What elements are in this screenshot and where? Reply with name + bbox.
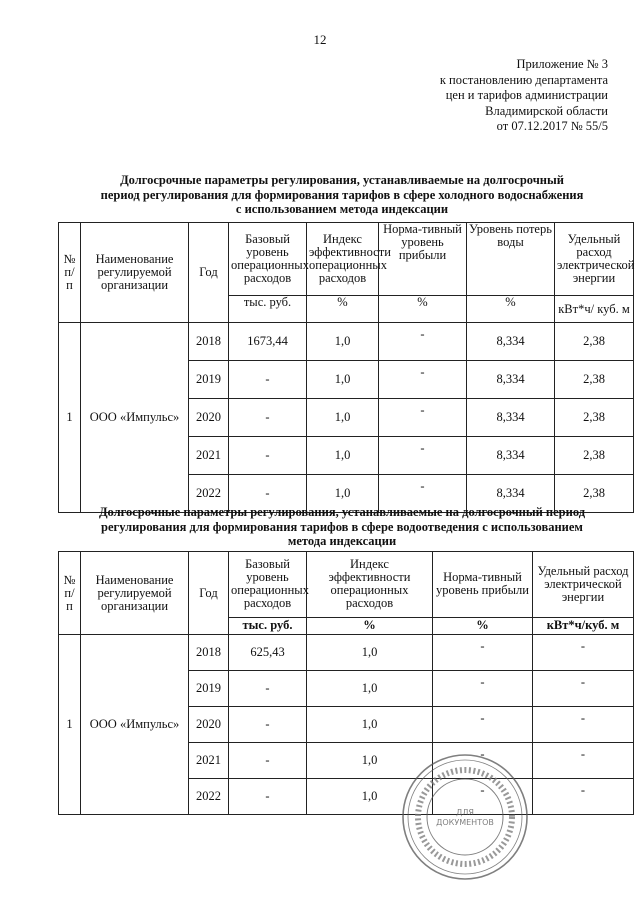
cell-base: -	[229, 671, 307, 707]
unit-index: %	[307, 296, 379, 323]
cell-index: 1,0	[307, 475, 379, 513]
cell-year: 2021	[189, 743, 229, 779]
unit-energy: кВт*ч/ куб. м	[555, 296, 634, 323]
cell-year: 2019	[189, 671, 229, 707]
title-line: регулирования для формирования тарифов в сфере водоотведения с использованием	[101, 519, 583, 534]
col-year-header: Год	[189, 552, 229, 635]
col-num-header: № п/ п	[59, 223, 81, 323]
cell-year: 2018	[189, 635, 229, 671]
cell-energy: 2,38	[555, 437, 634, 475]
cell-base: 625,43	[229, 635, 307, 671]
title-line: метода индексации	[287, 534, 397, 548]
col-profit-header: Норма-тивный уровень прибыли	[433, 552, 533, 618]
cell-loss: 8,334	[467, 475, 555, 513]
cell-year: 2019	[189, 361, 229, 399]
cell-energy: -	[533, 743, 634, 779]
seal-text-band	[418, 770, 512, 864]
cell-base: 1673,44	[229, 323, 307, 361]
unit-profit: %	[379, 296, 467, 323]
col-num-header: № п/ п	[59, 552, 81, 635]
cell-loss: 8,334	[467, 361, 555, 399]
col-index-header: Индекс эффективности операционных расходов	[307, 552, 433, 618]
title-line: Долгосрочные параметры регулирования, устанавливаемые на долгосрочный период	[98, 505, 586, 519]
unit-index: %	[307, 617, 433, 634]
cell-energy: -	[533, 707, 634, 743]
cell-profit: -	[379, 437, 467, 475]
cell-profit: -	[379, 323, 467, 361]
annex-line: Приложение № 3	[516, 57, 608, 71]
col-org-header: Наименование регулируемой организации	[81, 223, 189, 323]
cell-base: -	[229, 437, 307, 475]
header-row	[59, 552, 634, 618]
annex-line: Владимирской области	[485, 103, 608, 118]
cell-energy: 2,38	[555, 323, 634, 361]
table-row	[59, 323, 634, 361]
cell-energy: -	[533, 671, 634, 707]
col-energy-header: Удельный расход электрической энергии	[533, 552, 634, 618]
cell-profit: -	[379, 475, 467, 513]
wastewater-table	[58, 551, 634, 815]
title-line: период регулирования для формирования тарифов в сфере холодного водоснабжения	[100, 187, 584, 202]
annex-line: к постановлению департамента	[439, 72, 608, 87]
cell-profit: -	[433, 779, 533, 815]
annex-block	[440, 57, 608, 135]
seal-inner-ring	[427, 779, 503, 855]
cell-index: 1,0	[307, 707, 433, 743]
cell-index: 1,0	[307, 361, 379, 399]
cell-year: 2022	[189, 475, 229, 513]
unit-profit: %	[433, 617, 533, 634]
col-base-header: Базовый уровень операционных расходов	[229, 223, 307, 296]
cell-energy: -	[533, 635, 634, 671]
col-index-header: Индекс эффективности операционных расходов	[307, 223, 379, 296]
cell-loss: 8,334	[467, 323, 555, 361]
cell-year: 2021	[189, 437, 229, 475]
col-org-header: Наименование регулируемой организации	[81, 552, 189, 635]
col-energy-header: Удельный расход электрической энергии	[555, 223, 634, 296]
cell-loss: 8,334	[467, 437, 555, 475]
table1-title	[52, 173, 632, 217]
official-seal	[400, 752, 530, 882]
annex-line: цен и тарифов администрации	[445, 88, 608, 102]
seal-center-line-2: ДОКУМЕНТОВ	[436, 818, 494, 827]
cell-year: 2020	[189, 399, 229, 437]
cell-base: -	[229, 743, 307, 779]
cell-index: 1,0	[307, 635, 433, 671]
col-base-header: Базовый уровень операционных расходов	[229, 552, 307, 618]
cell-profit: -	[433, 671, 533, 707]
table2-title	[52, 505, 632, 549]
unit-base: тыс. руб.	[229, 617, 307, 634]
cell-energy: 2,38	[555, 475, 634, 513]
cell-profit: -	[433, 743, 533, 779]
cell-energy: 2,38	[555, 361, 634, 399]
cell-index: 1,0	[307, 323, 379, 361]
cell-profit: -	[433, 635, 533, 671]
cell-index: 1,0	[307, 399, 379, 437]
unit-loss: %	[467, 296, 555, 323]
cell-index: 1,0	[307, 671, 433, 707]
cell-year: 2022	[189, 779, 229, 815]
cell-profit: -	[379, 399, 467, 437]
page-number: 12	[313, 32, 327, 47]
cell-index: 1,0	[307, 743, 433, 779]
title-line: с использованием метода индексации	[235, 202, 449, 216]
unit-energy: кВт*ч/куб. м	[533, 617, 634, 634]
unit-base: тыс. руб.	[229, 296, 307, 323]
col-profit-header: Норма-тивный уровень прибыли	[379, 223, 467, 296]
cell-base: -	[229, 361, 307, 399]
header-row	[59, 223, 634, 296]
col-loss-header: Уровень потерь воды	[467, 223, 555, 296]
cell-energy: 2,38	[555, 399, 634, 437]
seal-outer-ring	[403, 755, 527, 879]
cell-index: 1,0	[307, 437, 379, 475]
cell-base: -	[229, 399, 307, 437]
cold-water-table	[58, 222, 634, 513]
cell-index: 1,0	[307, 779, 433, 815]
cell-base: -	[229, 475, 307, 513]
cell-loss: 8,334	[467, 399, 555, 437]
org-name: ООО «Импульс»	[81, 635, 189, 815]
row-number: 1	[59, 635, 81, 815]
title-line: Долгосрочные параметры регулирования, устанавливаемые на долгосрочный	[120, 173, 564, 187]
seal-middle-ring	[408, 760, 522, 874]
cell-year: 2018	[189, 323, 229, 361]
col-year-header: Год	[189, 223, 229, 323]
cell-base: -	[229, 779, 307, 815]
cell-year: 2020	[189, 707, 229, 743]
cell-profit: -	[433, 707, 533, 743]
annex-line: от 07.12.2017 № 55/5	[496, 119, 608, 133]
cell-energy: -	[533, 779, 634, 815]
seal-center-line-1: ДЛЯ	[456, 808, 474, 817]
cell-base: -	[229, 707, 307, 743]
cell-profit: -	[379, 361, 467, 399]
org-name: ООО «Импульс»	[81, 323, 189, 513]
table-row	[59, 635, 634, 671]
row-number: 1	[59, 323, 81, 513]
